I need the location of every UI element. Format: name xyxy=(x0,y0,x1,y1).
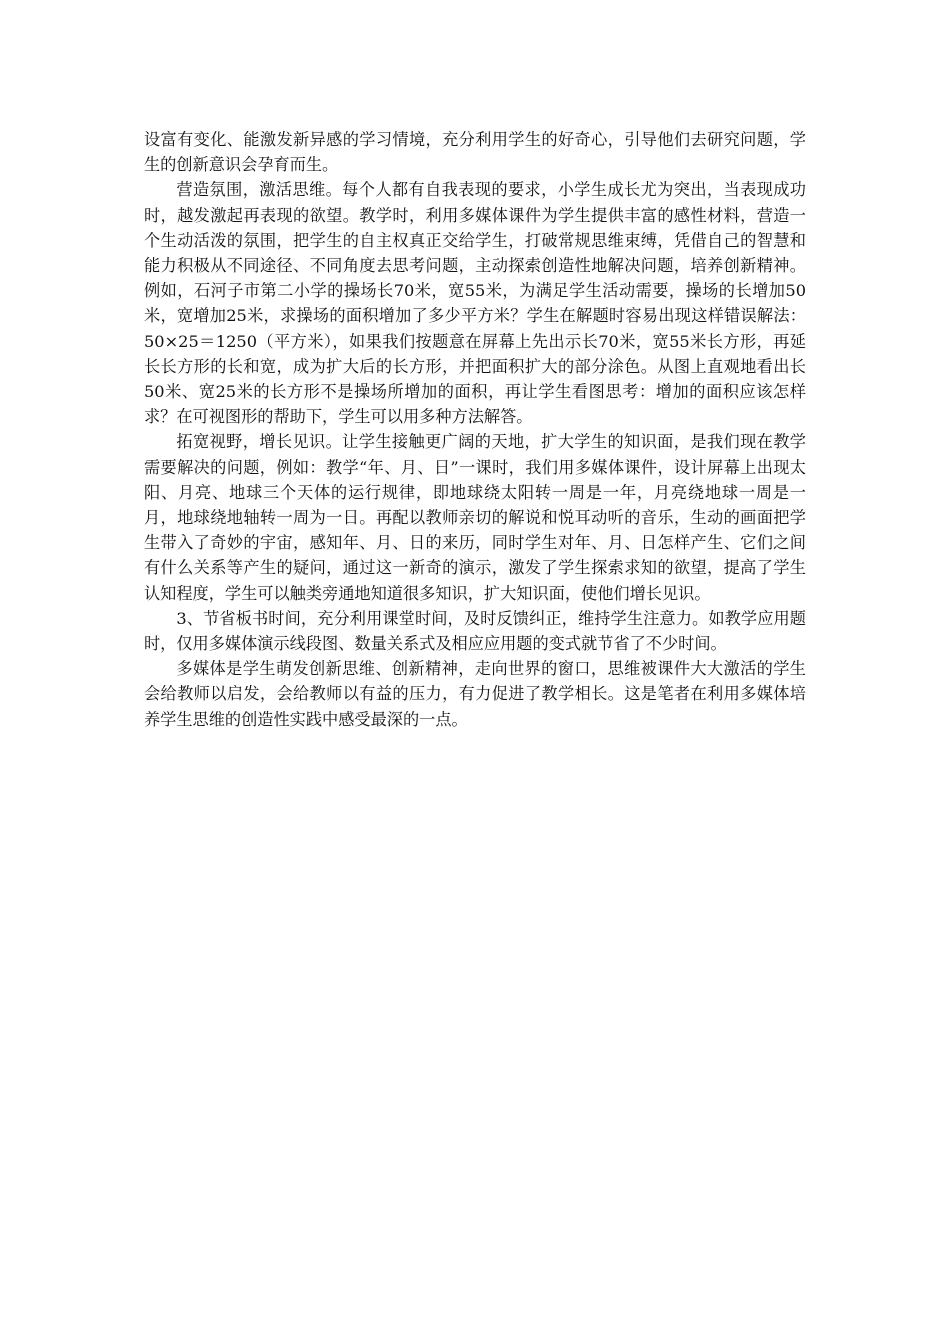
paragraph-broaden-horizons: 拓宽视野，增长见识。让学生接触更广阔的天地，扩大学生的知识面，是我们现在教学需要解决的问题，例如：教学“年、月、日”一课时，我们用多媒体课件，设计屏幕上出现太阳、月亮、地球三个天体的运行规律，即地球绕太阳转一周是一年，月亮绕地球一周是一月，地球绕地轴转一周为一日。再配以教师亲切的解说和悦耳动听的音乐，生动的画面把学生带入了奇妙的宇宙，感知年、月、日的来历，同时学生对年、月、日怎样产生、它们之间有什么关系等产生的疑问，通过这一新奇的演示，激发了学生探索求知的欲望，提高了学生认知程度，学生可以触类旁通地知道很多知识，扩大知识面，使他们增长见识。 xyxy=(144,432,806,603)
paragraph-atmosphere: 营造氛围，激活思维。每个人都有自我表现的要求，小学生成长尤为突出，当表现成功时，越发激起再表现的欲望。教学时，利用多媒体课件为学生提供丰富的感性材料，营造一个生动活泼的氛围，把学生的自主权真正交给学生，打破常规思维束缚，凭借自己的智慧和能力积极从不同途径、不同角度去思考问题，主动探索创造性地解决问题，培养创新精神。例如，石河子市第二小学的操场长70米，宽55米，为满足学生活动需要，操场的长增加50米，宽增加25米，求操场的面积增加了多少平方米？学生在解题时容易出现这样错误解法：50×25＝1250（平方米），如果我们按题意在屏幕上先出示长70米，宽55米长方形，再延长长方形的长和宽，成为扩大后的长方形，并把面积扩大的部分涂色。从图上直观地看出长50米、宽25米的长方形不是操场所增加的面积，再让学生看图思考：增加的面积应该怎样求？在可视图形的帮助下，学生可以用多种方法解答。 xyxy=(144,180,806,427)
paragraph-save-blackboard-time: 3、节省板书时间，充分利用课堂时间，及时反馈纠正，维持学生注意力。如教学应用题时，仅用多媒体演示线段图、数量关系式及相应应用题的变式就节省了不少时间。 xyxy=(144,608,806,654)
document-body xyxy=(144,127,806,732)
paragraph-conclusion: 多媒体是学生萌发创新思维、创新精神，走向世界的窗口，思维被课件大大激活的学生会给教师以启发，会给教师以有益的压力，有力促进了教学相长。这是笔者在利用多媒体培养学生思维的创造性实践中感受最深的一点。 xyxy=(144,659,806,729)
paragraph-intro-continuation: 设富有变化、能激发新异感的学习情境，充分利用学生的好奇心，引导他们去研究问题，学生的创新意识会孕育而生。 xyxy=(144,130,806,175)
